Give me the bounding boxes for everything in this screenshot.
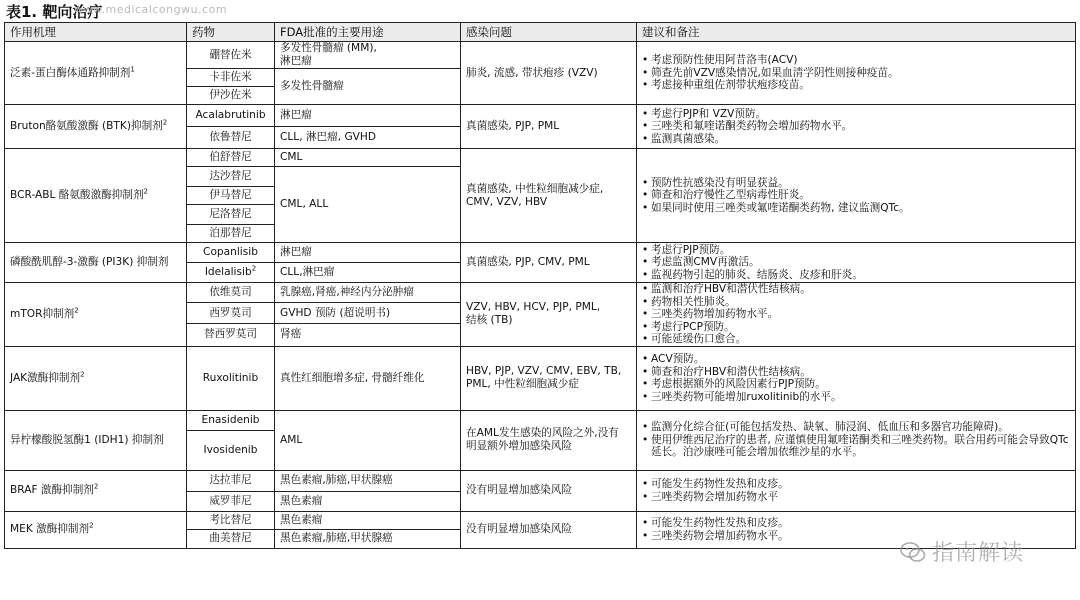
mechanism-label: 异柠檬酸脱氢酶1 (IDH1) 抑制剂 (10, 433, 164, 446)
drug-name: 依鲁替尼 (209, 131, 252, 143)
infection-cell (461, 149, 637, 243)
footnote-marker: 2 (74, 306, 79, 315)
table-row (5, 105, 1076, 127)
fda-use-text: 淋巴瘤 (280, 109, 312, 121)
fda-use-text: 真性红细胞增多症, 骨髓纤维化 (280, 371, 425, 384)
drug-name: Ivosidenib (203, 443, 258, 456)
drug-cell (187, 243, 275, 263)
table-row (5, 410, 1076, 430)
fda-use-text: 黑色素瘤 (280, 513, 323, 526)
note-item: • 筛查和治疗HBV和潜伏性结核病。 (642, 366, 1070, 379)
drug-name: 伊马替尼 (209, 189, 252, 201)
infection-text: 真菌感染, PJP, PML (466, 120, 560, 132)
fda-use-cell (275, 470, 461, 491)
note-item: • 考虑行PJP预防。 (642, 244, 1070, 257)
table-title: 表1. 靶向治疗 (6, 3, 103, 21)
fda-use-cell (275, 511, 461, 529)
drug-name: 达拉菲尼 (209, 474, 252, 486)
table-row (5, 243, 1076, 263)
table-row (5, 470, 1076, 491)
notes-list (642, 108, 1070, 146)
fda-use-text: 淋巴瘤 (280, 246, 312, 258)
mechanism-cell (5, 511, 187, 548)
notes-list (642, 177, 1070, 215)
note-item: • 预防性抗感染没有明显获益。 (642, 177, 1070, 190)
drug-cell (187, 205, 275, 225)
mechanism-label: BCR-ABL 酪氨酸激酶抑制剂 (10, 189, 144, 201)
mechanism-cell (5, 105, 187, 149)
fda-use-cell (275, 69, 461, 105)
note-item: • 监测和治疗HBV和潜伏性结核病。 (642, 283, 1070, 296)
note-item: • 如果同时使用三唑类或氟喹诺酮类药物, 建议监测QTc。 (642, 202, 1070, 215)
fda-use-cell (275, 42, 461, 69)
infection-cell (461, 243, 637, 283)
notes-list (642, 54, 1070, 92)
drug-cell (187, 42, 275, 69)
note-item: • 筛查先前VZV感染情况,如果血清学阴性则接种疫苗。 (642, 67, 1070, 80)
drug-name: 曲美替尼 (209, 532, 252, 544)
fda-use-cell (275, 323, 461, 346)
table-row (5, 511, 1076, 529)
drug-cell (187, 263, 275, 283)
infection-text: 肺炎, 流感, 带状疱疹 (VZV) (466, 66, 598, 79)
note-item: • 使用伊维西尼治疗的患者, 应谨慎使用氟喹诺酮类和三唑类药物。联合用药可能会导致QTc延长。泊沙康唑可能会增加依维沙星的水平。 (642, 434, 1070, 459)
footnote-marker: 1 (130, 64, 135, 73)
mechanism-cell (5, 470, 187, 511)
title-bar (0, 0, 1080, 22)
infection-cell (461, 105, 637, 149)
fda-use-text: 肾癌 (280, 328, 302, 341)
infection-cell (461, 42, 637, 105)
note-item: • 可能发生药物性发热和皮疹。 (642, 517, 1070, 530)
mechanism-cell (5, 149, 187, 243)
drug-name: 尼洛替尼 (209, 208, 252, 220)
note-item: • 可能发生药物性发热和皮疹。 (642, 478, 1070, 491)
fda-use-cell (275, 149, 461, 167)
mechanism-label: 磷酸酰肌醇-3-激酶 (PI3K) 抑制剂 (10, 256, 169, 268)
fda-use-cell (275, 529, 461, 548)
table-row (5, 42, 1076, 69)
table-body (5, 42, 1076, 549)
drug-name: 威罗菲尼 (209, 494, 252, 507)
table-row (5, 149, 1076, 167)
mechanism-label: mTOR抑制剂 (10, 307, 75, 320)
fda-use-cell (275, 410, 461, 470)
infection-cell (461, 470, 637, 511)
note-item: • 筛查和治疗慢性乙型病毒性肝炎。 (642, 189, 1070, 202)
header-row (5, 23, 1076, 42)
fda-use-text: 乳腺癌,肾癌,神经内分泌肿瘤 (280, 286, 414, 299)
fda-use-cell (275, 105, 461, 127)
targeted-therapy-table (4, 22, 1076, 549)
note-item: • 考虑根据额外的风险因素行PJP预防。 (642, 378, 1070, 391)
notes-cell (637, 283, 1076, 347)
note-item: • 可能延缓伤口愈合。 (642, 333, 1070, 346)
mechanism-label: BRAF 激酶抑制剂 (10, 484, 94, 496)
mechanism-label: MEK 激酶抑制剂 (10, 523, 90, 535)
drug-name: 硼替佐米 (209, 48, 252, 61)
notes-list (642, 244, 1070, 282)
fda-use-cell (275, 263, 461, 283)
fda-use-cell (275, 491, 461, 511)
notes-cell (637, 243, 1076, 283)
drug-cell (187, 470, 275, 491)
drug-name: 达沙替尼 (209, 170, 252, 182)
fda-use-text: GVHD 预防 (超说明书) (280, 306, 391, 319)
drug-cell (187, 105, 275, 127)
table-row (5, 283, 1076, 303)
mechanism-cell (5, 410, 187, 470)
fda-use-cell (275, 167, 461, 243)
mechanism-cell (5, 346, 187, 410)
note-item: • 三唑类和氟喹诺酮类药物会增加药物水平。 (642, 120, 1070, 133)
note-item: • 考虑行PJP和 VZV预防。 (642, 108, 1070, 121)
infection-cell (461, 283, 637, 347)
header-fda-use: FDA批准的主要用途 (275, 23, 461, 42)
drug-cell (187, 323, 275, 346)
header-infection: 感染问题 (461, 23, 637, 42)
infection-text: 没有明显增加感染风险 (466, 523, 572, 535)
drug-name: 泊那替尼 (209, 227, 252, 239)
mechanism-cell (5, 42, 187, 105)
mechanism-cell (5, 283, 187, 347)
mechanism-label: Bruton酪氨酸激酶 (BTK)抑制剂 (10, 120, 163, 132)
footnote-marker: 2 (143, 187, 149, 196)
fda-use-text: 多发性骨髓瘤 (MM), 淋巴瘤 (280, 42, 377, 67)
note-item: • 考虑行PCP预防。 (642, 321, 1070, 334)
fda-use-cell (275, 127, 461, 149)
drug-name: Ruxolitinib (202, 371, 259, 384)
fda-use-cell (275, 243, 461, 263)
fda-use-text: CLL, 淋巴瘤, GVHD (280, 131, 377, 143)
note-item: • 监测分化综合征(可能包括发热、缺氧、肺浸润、低血压和多器官功能障碍)。 (642, 421, 1070, 434)
mechanism-label: 泛素-蛋白酶体通路抑制剂 (10, 66, 131, 79)
infection-text: 真菌感染, PJP, CMV, PML (466, 256, 590, 268)
note-item: • 三唑类药物会增加药物水平 (642, 491, 1070, 504)
header-notes: 建议和备注 (637, 23, 1076, 42)
fda-use-text: 多发性骨髓瘤 (280, 80, 344, 92)
footnote-marker: 2 (162, 118, 168, 127)
note-item: • 药物相关性肺炎。 (642, 296, 1070, 309)
fda-use-text: CML, ALL (280, 198, 329, 210)
wechat-icon (900, 541, 926, 563)
drug-cell (187, 491, 275, 511)
footnote-marker: 2 (89, 521, 94, 530)
note-item: • 考虑监测CMV再激活。 (642, 256, 1070, 269)
drug-name: Copanlisib (203, 246, 258, 258)
note-item: • 三唑类药物增加药物水平。 (642, 308, 1070, 321)
drug-name: 伯舒替尼 (209, 151, 252, 163)
note-item: • 监测真菌感染。 (642, 133, 1070, 146)
drug-name: 替西罗莫司 (204, 328, 257, 341)
infection-cell (461, 410, 637, 470)
notes-cell (637, 105, 1076, 149)
drug-cell (187, 69, 275, 87)
fda-use-text: CML (280, 151, 303, 163)
drug-name: Idelalisib (204, 266, 252, 278)
drug-cell (187, 410, 275, 430)
notes-list (642, 421, 1070, 459)
footnote-marker: 2 (93, 482, 99, 491)
drug-cell (187, 529, 275, 548)
drug-name: 伊沙佐米 (209, 89, 252, 101)
drug-cell (187, 127, 275, 149)
footnote-marker: 2 (80, 369, 85, 378)
watermark-brand: 指南解读 (932, 541, 1025, 566)
infection-text: HBV, PJP, VZV, CMV, EBV, TB, PML, 中性粒细胞减少症 (466, 365, 622, 390)
fda-use-text: 黑色素瘤,肺癌,甲状腺癌 (280, 532, 393, 544)
fda-use-cell (275, 303, 461, 323)
note-item: • ACV预防。 (642, 353, 1070, 366)
note-item: • 考虑接种重组佐剂带状疱疹疫苗。 (642, 79, 1070, 92)
mechanism-cell (5, 243, 187, 283)
drug-cell (187, 149, 275, 167)
drug-cell (187, 283, 275, 303)
note-item: • 三唑类药物会增加药物水平。 (642, 530, 1070, 543)
watermark-brand-block (900, 536, 1024, 567)
drug-cell (187, 187, 275, 205)
drug-name: 西罗莫司 (209, 306, 252, 319)
notes-cell (637, 410, 1076, 470)
fda-use-text: CLL,淋巴瘤 (280, 266, 335, 278)
note-item: • 监视药物引起的肺炎、结肠炎、皮疹和肝炎。 (642, 269, 1070, 282)
drug-cell (187, 225, 275, 243)
notes-cell (637, 346, 1076, 410)
infection-text: 没有明显增加感染风险 (466, 484, 572, 496)
infection-text: 在AML发生感染的风险之外,没有 明显额外增加感染风险 (466, 427, 619, 452)
notes-list (642, 478, 1070, 503)
fda-use-text: 黑色素瘤,肺癌,甲状腺癌 (280, 474, 393, 486)
infection-text: VZV, HBV, HCV, PJP, PML, 结核 (TB) (466, 301, 601, 327)
note-item: • 考虑预防性使用阿昔洛韦(ACV) (642, 54, 1070, 67)
footnote-marker: 2 (251, 264, 257, 273)
drug-cell (187, 87, 275, 105)
notes-list (642, 283, 1070, 346)
infection-cell (461, 346, 637, 410)
drug-cell (187, 346, 275, 410)
drug-cell (187, 167, 275, 187)
drug-cell (187, 430, 275, 470)
fda-use-text: 黑色素瘤 (280, 494, 323, 507)
header-mechanism: 作用机理 (5, 23, 187, 42)
table-row (5, 346, 1076, 410)
notes-list (642, 353, 1070, 403)
drug-name: Enasidenib (201, 413, 260, 426)
drug-cell (187, 303, 275, 323)
drug-name: Acalabrutinib (195, 109, 266, 121)
fda-use-text: AML (280, 433, 303, 446)
fda-use-cell (275, 346, 461, 410)
watermark-url: www.medicalcongwu.com (74, 3, 228, 16)
drug-name: 依维莫司 (209, 286, 252, 299)
drug-name: 考比替尼 (209, 513, 252, 526)
drug-cell (187, 511, 275, 529)
header-drug: 药物 (187, 23, 275, 42)
notes-cell (637, 42, 1076, 105)
note-item: • 三唑类药物可能增加ruxolitinib的水平。 (642, 391, 1070, 404)
infection-cell (461, 511, 637, 548)
notes-cell (637, 470, 1076, 511)
infection-text: 真菌感染, 中性粒细胞减少症, CMV, VZV, HBV (466, 182, 604, 208)
drug-name: 卡非佐米 (209, 71, 252, 83)
mechanism-label: JAK激酶抑制剂 (10, 371, 81, 384)
fda-use-cell (275, 283, 461, 303)
notes-cell (637, 149, 1076, 243)
